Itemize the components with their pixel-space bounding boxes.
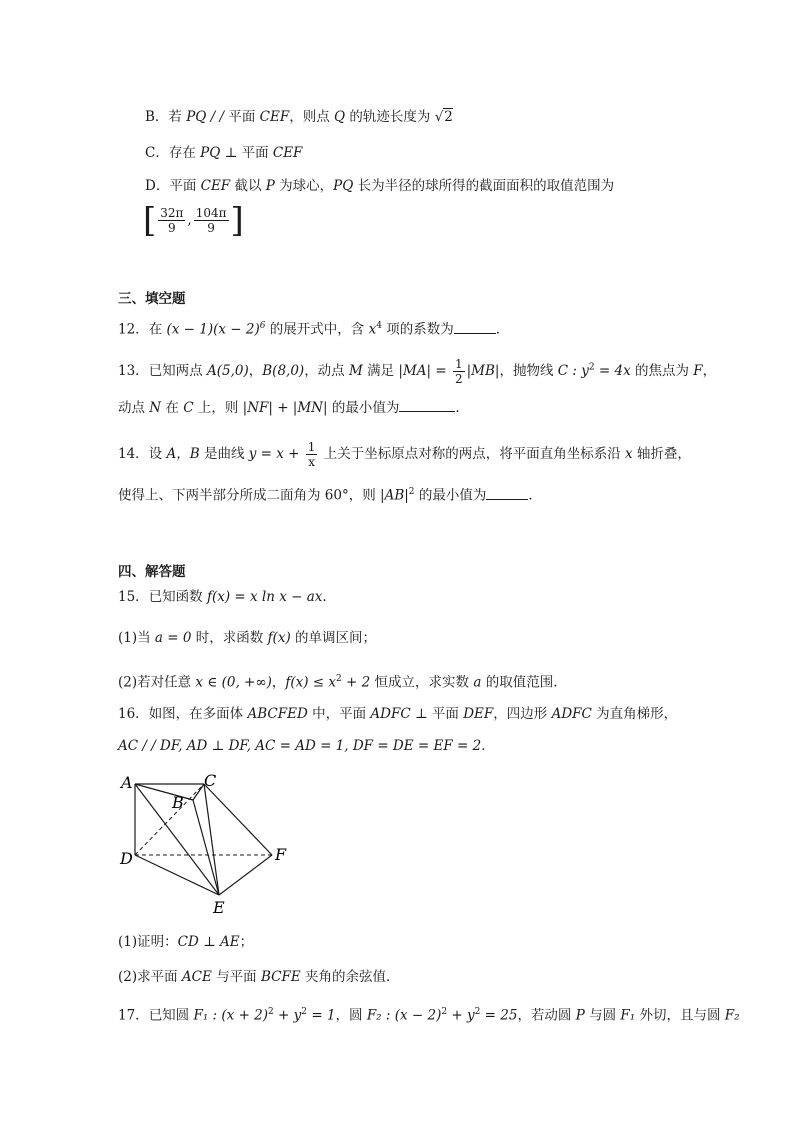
- text: ,: [187, 212, 192, 228]
- superscript: 2: [336, 674, 342, 684]
- edge-DC-hidden: [135, 784, 204, 855]
- math: Q: [334, 109, 346, 125]
- math: F₁: [620, 1007, 636, 1024]
- text: 截以: [230, 178, 266, 194]
- vertex-label-d: D: [120, 849, 133, 868]
- answer-blank[interactable]: [486, 487, 528, 500]
- question-16-part1: [118, 932, 253, 952]
- math: F₁ : (x + 2): [193, 1007, 269, 1024]
- section-heading: 三、填空题: [118, 291, 186, 307]
- question-15-part1: [118, 628, 376, 648]
- text: ．: [481, 738, 495, 754]
- text: ，四边形: [493, 706, 552, 722]
- text: ，若动圆: [517, 1007, 576, 1024]
- bracket: ]: [230, 200, 244, 241]
- polyhedron-figure: [118, 770, 298, 915]
- denominator: x: [308, 455, 315, 469]
- text: ．: [495, 321, 510, 338]
- math: CEF: [259, 109, 290, 125]
- text: 如图，在多面体: [148, 706, 248, 722]
- question-14-line2: [118, 482, 542, 506]
- section-heading: 四、解答题: [118, 564, 186, 580]
- math: 2: [444, 109, 453, 125]
- text: .: [455, 400, 460, 416]
- math: F: [693, 363, 703, 379]
- denominator: 2: [454, 372, 463, 386]
- math: x: [625, 446, 633, 462]
- text: 存在: [168, 145, 201, 161]
- question-number: 14．: [118, 446, 149, 462]
- superscript: 2: [441, 1007, 448, 1017]
- math: B(8,0): [262, 363, 305, 379]
- text: 满足: [362, 363, 399, 379]
- text: 使得上、下两半部分所成二面角为 60°，则: [118, 487, 381, 504]
- superscript: 2: [408, 487, 415, 497]
- math: BCFE: [260, 969, 301, 985]
- math: P: [265, 178, 275, 194]
- text: ，抛物线: [499, 363, 558, 379]
- question-17: [118, 1002, 740, 1026]
- text: 在: [148, 321, 167, 338]
- math: CEF: [272, 145, 303, 161]
- superscript: 6: [259, 321, 266, 331]
- math: ABCFED: [247, 706, 308, 722]
- fraction: [194, 206, 229, 235]
- math: f(x) = x ln x − ax: [206, 589, 323, 605]
- text: ，: [271, 674, 286, 691]
- text: 已知圆: [148, 1007, 194, 1024]
- math: A，B: [166, 446, 200, 462]
- text: ，: [248, 363, 263, 379]
- text: 项的系数为: [381, 321, 454, 338]
- text: 是曲线: [199, 446, 249, 462]
- math: x ∈ (0, +∞): [195, 674, 272, 691]
- text: 的单调区间；: [290, 630, 377, 646]
- text: 的取值范围.: [481, 674, 558, 691]
- math: a: [473, 674, 482, 691]
- text: 中，平面: [307, 706, 371, 722]
- text: 上关于坐标原点对称的两点，将平面直角坐标系沿: [319, 446, 626, 462]
- text: 已知两点: [148, 363, 207, 379]
- denominator: 9: [168, 221, 176, 235]
- math: ADFC: [370, 706, 411, 722]
- math: PQ: [186, 109, 207, 125]
- question-number: 15．: [118, 589, 149, 605]
- fraction: [453, 357, 465, 386]
- option-d: [145, 176, 614, 196]
- text: ⊥ 平面: [410, 706, 464, 722]
- math: = 25: [480, 1007, 518, 1024]
- edge-DE: [135, 855, 219, 895]
- text: (1)当: [118, 630, 155, 646]
- text: ．: [528, 487, 542, 504]
- math: P: [575, 1007, 585, 1024]
- numerator: 104π: [195, 206, 227, 220]
- sqrt-sign: √: [434, 109, 444, 125]
- text: 已知函数: [148, 589, 207, 605]
- answer-blank[interactable]: [454, 321, 496, 334]
- text: 为直角梯形，: [591, 706, 678, 722]
- text: 为球心，: [274, 178, 334, 194]
- option-label: D．: [145, 178, 170, 194]
- text: 的展开式中，含: [265, 321, 369, 338]
- question-16: [118, 704, 677, 724]
- question-14: [118, 440, 691, 469]
- text: 轴折叠，: [632, 446, 691, 462]
- math: ⊥: [220, 145, 242, 161]
- question-16-part2: [118, 967, 399, 987]
- text: 外切，且与圆: [635, 1007, 725, 1024]
- math: = 1: [307, 1007, 336, 1024]
- answer-blank[interactable]: [399, 399, 455, 412]
- text: 的焦点为: [630, 363, 694, 379]
- math: + 2: [341, 674, 371, 691]
- text: (2)若对任意: [118, 674, 196, 691]
- text: 动点: [118, 400, 150, 416]
- text: 的最小值为: [414, 487, 487, 504]
- text: 与平面: [211, 969, 261, 985]
- text: 在: [161, 400, 184, 416]
- math: C : y: [557, 363, 589, 379]
- math: DEF: [463, 706, 494, 722]
- question-number: 13．: [118, 363, 149, 379]
- math: x: [368, 321, 377, 338]
- text: 与圆: [584, 1007, 621, 1024]
- math: M: [348, 363, 363, 379]
- math: ACE: [181, 969, 212, 985]
- edge-AB: [135, 784, 193, 800]
- vertex-label-a: A: [121, 773, 133, 792]
- numerator: 1: [307, 440, 316, 454]
- question-12: [118, 316, 509, 340]
- math: CD ⊥ AE: [177, 934, 240, 950]
- math: |NF| + |MN|: [242, 400, 328, 416]
- text: .: [322, 589, 327, 605]
- math: F₂: [724, 1007, 740, 1024]
- question-number: 17．: [118, 1007, 149, 1024]
- text: 恒成立，求实数: [370, 674, 474, 691]
- text: 的轨迹长度为: [345, 109, 435, 125]
- text: 平面: [169, 178, 201, 194]
- math: C: [183, 400, 194, 416]
- superscript: 4: [376, 321, 382, 331]
- math: f(x) ≤ x: [285, 674, 337, 691]
- math: PQ: [333, 178, 354, 194]
- numerator: 1: [454, 357, 463, 371]
- text: (1)证明：: [118, 934, 178, 950]
- math: N: [149, 400, 162, 416]
- vertex-label-f: F: [275, 845, 287, 864]
- math: y = x +: [248, 446, 304, 462]
- fraction: [158, 206, 185, 235]
- math: A(5,0): [206, 363, 249, 379]
- text: 上，则: [193, 400, 243, 416]
- vertex-label-e: E: [213, 898, 225, 915]
- option-label: B．: [145, 109, 169, 125]
- question-13: [118, 357, 716, 386]
- text: ，圆: [335, 1007, 367, 1024]
- edge-CF: [204, 784, 272, 855]
- edge-EF: [219, 855, 272, 895]
- vertex-label-b: B: [172, 793, 184, 812]
- math: + y: [447, 1007, 475, 1024]
- question-16-conditions: [118, 736, 495, 756]
- option-c: [145, 143, 302, 163]
- text: 时，求函数: [191, 630, 268, 646]
- math: AC / / DF, AD ⊥ DF, AC = AD = 1, DF = DE = EF = 2: [118, 738, 482, 754]
- math: f(x): [267, 630, 291, 646]
- option-b: [145, 107, 453, 127]
- text: (2)求平面: [118, 969, 182, 985]
- text: ，: [702, 363, 717, 379]
- question-15: [118, 587, 327, 607]
- math: PQ: [200, 145, 221, 161]
- numerator: 32π: [160, 206, 184, 220]
- math: |MB|: [466, 363, 500, 379]
- text: 长为半径的球所得的截面面积的取值范围为: [353, 178, 615, 194]
- superscript: 2: [301, 1007, 308, 1017]
- denominator: 9: [207, 221, 215, 235]
- math: CEF: [200, 178, 231, 194]
- math: a = 0: [154, 630, 192, 646]
- math: / /: [206, 109, 229, 125]
- text: 平面: [228, 109, 260, 125]
- fraction: [306, 440, 318, 469]
- text: ，则点: [289, 109, 335, 125]
- text: ，动点: [304, 363, 349, 379]
- question-13-line2: [118, 398, 460, 418]
- math: |MA|: [398, 363, 432, 379]
- question-number: 12．: [118, 321, 149, 338]
- bracket: [: [143, 200, 157, 241]
- math: + y: [273, 1007, 302, 1024]
- text: 的最小值为: [327, 400, 400, 416]
- text: ；: [239, 934, 254, 950]
- question-number: 16．: [118, 706, 149, 722]
- math: =: [431, 363, 451, 379]
- option-d-range: [143, 200, 244, 241]
- question-15-part2: [118, 669, 558, 693]
- math: |AB|: [380, 487, 409, 504]
- math: (x − 1)(x − 2): [166, 321, 260, 338]
- math: ADFC: [551, 706, 592, 722]
- superscript: 2: [268, 1007, 274, 1017]
- edge-BE: [193, 800, 219, 895]
- math: = 4x: [594, 363, 631, 379]
- text: 设: [148, 446, 167, 462]
- superscript: 2: [588, 362, 595, 373]
- text: 若: [168, 109, 187, 125]
- option-label: C．: [145, 145, 169, 161]
- text: 平面: [241, 145, 273, 161]
- math: F₂ : (x − 2): [366, 1007, 442, 1024]
- edge-BC: [193, 784, 204, 800]
- vertex-label-c: C: [204, 771, 217, 790]
- superscript: 2: [474, 1007, 481, 1017]
- text: 夹角的余弦值．: [300, 969, 400, 985]
